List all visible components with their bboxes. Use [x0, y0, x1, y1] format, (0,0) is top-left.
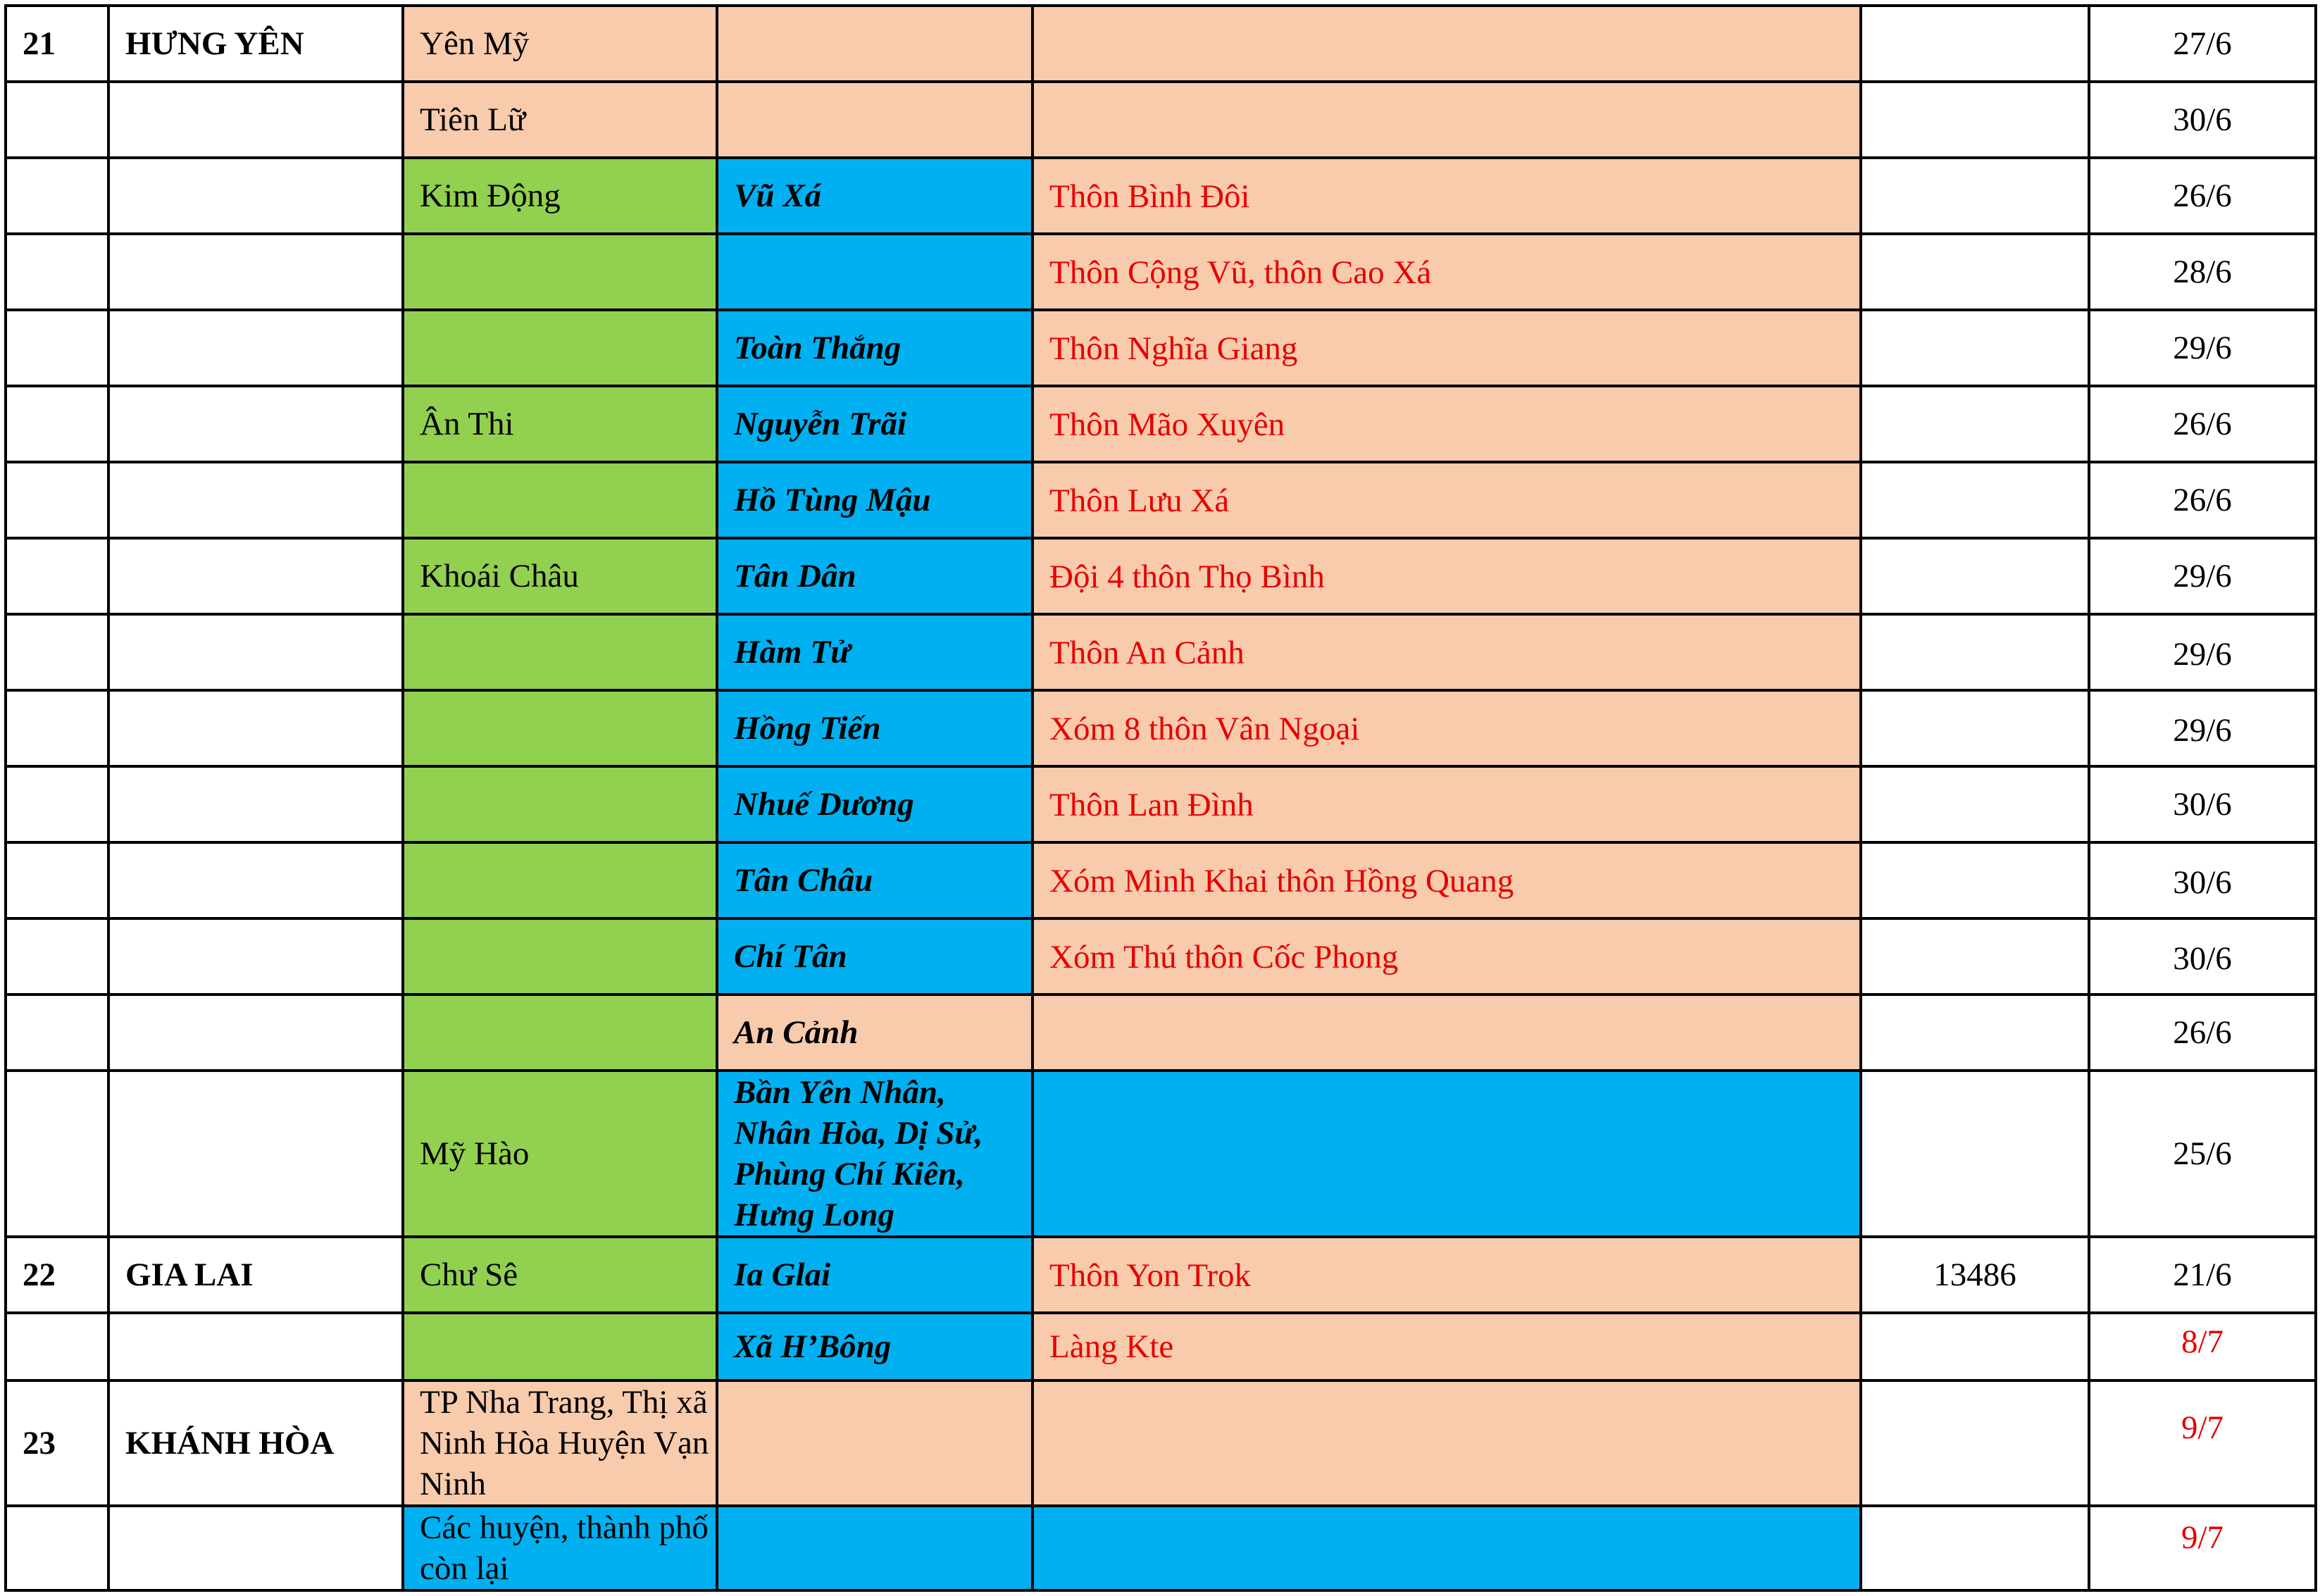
stt-cell: [6, 766, 108, 842]
stt-cell: [6, 462, 108, 538]
commune-cell: Chí Tân: [717, 918, 1033, 995]
commune-cell: Toàn Thắng: [717, 310, 1033, 386]
count-cell: [1861, 386, 2089, 462]
count-cell: [1861, 538, 2089, 614]
commune-cell: [717, 1380, 1033, 1506]
commune-cell: [717, 1506, 1033, 1590]
count-cell: [1861, 158, 2089, 234]
village-cell: Thôn Bình Đôi: [1033, 158, 1861, 234]
village-cell: [1033, 1071, 1861, 1237]
stt-cell: [6, 1506, 108, 1590]
stt-cell: [6, 234, 108, 310]
table-row: [6, 234, 2316, 310]
province-cell: [108, 918, 403, 995]
province-cell: [108, 842, 403, 918]
stt-cell: [6, 310, 108, 386]
district-cell: [403, 1313, 717, 1380]
count-cell: [1861, 6, 2089, 82]
village-cell: Thôn Lan Đình: [1033, 766, 1861, 842]
commune-cell: Bần Yên Nhân, Nhân Hòa, Dị Sử, Phùng Chí Kiên, Hưng Long: [717, 1071, 1033, 1237]
date-cell: 30/6: [2089, 842, 2316, 918]
district-cell: Khoái Châu: [403, 538, 717, 614]
province-cell: [108, 766, 403, 842]
commune-cell: Hồ Tùng Mậu: [717, 462, 1033, 538]
stt-cell: 22: [6, 1237, 108, 1313]
village-cell: Đội 4 thôn Thọ Bình: [1033, 538, 1861, 614]
count-cell: [1861, 766, 2089, 842]
count-cell: [1861, 1071, 2089, 1237]
province-cell: [108, 310, 403, 386]
date-cell: 30/6: [2089, 766, 2316, 842]
province-cell: [108, 1071, 403, 1237]
stt-cell: [6, 614, 108, 690]
count-cell: [1861, 995, 2089, 1071]
count-cell: [1861, 842, 2089, 918]
stt-cell: [6, 386, 108, 462]
table-row: [6, 386, 2316, 462]
date-cell: 29/6: [2089, 538, 2316, 614]
province-cell: [108, 158, 403, 234]
date-cell: 9/7: [2089, 1380, 2316, 1506]
table-row: [6, 462, 2316, 538]
stt-cell: [6, 1071, 108, 1237]
province-cell: GIA LAI: [108, 1237, 403, 1313]
village-cell: [1033, 1380, 1861, 1506]
village-cell: Thôn An Cảnh: [1033, 614, 1861, 690]
date-cell: 29/6: [2089, 310, 2316, 386]
district-cell: Các huyện, thành phố còn lại: [403, 1506, 717, 1590]
count-cell: [1861, 1380, 2089, 1506]
commune-cell: Hồng Tiến: [717, 690, 1033, 766]
commune-cell: [717, 234, 1033, 310]
stt-cell: [6, 690, 108, 766]
district-cell: [403, 842, 717, 918]
district-cell: [403, 766, 717, 842]
table-row: [6, 614, 2316, 690]
commune-cell: Tân Dân: [717, 538, 1033, 614]
count-cell: [1861, 918, 2089, 995]
commune-cell: Tân Châu: [717, 842, 1033, 918]
date-cell: 29/6: [2089, 614, 2316, 690]
date-cell: 26/6: [2089, 158, 2316, 234]
province-cell: [108, 1313, 403, 1380]
district-cell: Kim Động: [403, 158, 717, 234]
stt-cell: [6, 1313, 108, 1380]
date-cell: 28/6: [2089, 234, 2316, 310]
village-cell: Thôn Lưu Xá: [1033, 462, 1861, 538]
table-row: [6, 538, 2316, 614]
date-cell: 30/6: [2089, 918, 2316, 995]
commune-cell: Hàm Tử: [717, 614, 1033, 690]
village-cell: Thôn Mão Xuyên: [1033, 386, 1861, 462]
count-cell: [1861, 1313, 2089, 1380]
date-cell: 26/6: [2089, 386, 2316, 462]
province-cell: [108, 690, 403, 766]
village-cell: Thôn Nghĩa Giang: [1033, 310, 1861, 386]
district-cell: Ân Thi: [403, 386, 717, 462]
count-cell: [1861, 690, 2089, 766]
count-cell: [1861, 310, 2089, 386]
commune-cell: Nguyễn Trãi: [717, 386, 1033, 462]
province-cell: [108, 462, 403, 538]
province-cell: [108, 386, 403, 462]
commune-cell: Ia Glai: [717, 1237, 1033, 1313]
district-cell: [403, 995, 717, 1071]
district-cell: Yên Mỹ: [403, 6, 717, 82]
table-row: [6, 82, 2316, 158]
village-cell: Xóm 8 thôn Vân Ngoại: [1033, 690, 1861, 766]
table-row: [6, 310, 2316, 386]
commune-cell: An Cảnh: [717, 995, 1033, 1071]
table-row: [6, 842, 2316, 918]
commune-cell: [717, 6, 1033, 82]
village-cell: [1033, 1506, 1861, 1590]
stt-cell: [6, 842, 108, 918]
district-cell: [403, 614, 717, 690]
stt-cell: [6, 82, 108, 158]
stt-cell: [6, 995, 108, 1071]
date-cell: 26/6: [2089, 462, 2316, 538]
district-cell: Tiên Lữ: [403, 82, 717, 158]
province-cell: [108, 538, 403, 614]
date-cell: 29/6: [2089, 690, 2316, 766]
village-cell: Xóm Minh Khai thôn Hồng Quang: [1033, 842, 1861, 918]
date-cell: 9/7: [2089, 1506, 2316, 1590]
table-row: [6, 690, 2316, 766]
commune-cell: Xã H’Bông: [717, 1313, 1033, 1380]
commune-cell: [717, 82, 1033, 158]
schedule-table: [4, 4, 2317, 1592]
stt-cell: [6, 918, 108, 995]
province-cell: [108, 614, 403, 690]
village-cell: [1033, 82, 1861, 158]
province-cell: [108, 82, 403, 158]
schedule-table-wrapper: [4, 4, 2317, 1592]
stt-cell: 21: [6, 6, 108, 82]
province-cell: [108, 234, 403, 310]
count-cell: [1861, 82, 2089, 158]
date-cell: 25/6: [2089, 1071, 2316, 1237]
table-row: [6, 1071, 2316, 1237]
stt-cell: [6, 158, 108, 234]
count-cell: [1861, 614, 2089, 690]
table-row: [6, 918, 2316, 995]
count-cell: [1861, 1506, 2089, 1590]
table-row: [6, 995, 2316, 1071]
count-cell: 13486: [1861, 1237, 2089, 1313]
count-cell: [1861, 234, 2089, 310]
province-cell: KHÁNH HÒA: [108, 1380, 403, 1506]
date-cell: 26/6: [2089, 995, 2316, 1071]
district-cell: [403, 918, 717, 995]
date-cell: 30/6: [2089, 82, 2316, 158]
commune-cell: Vũ Xá: [717, 158, 1033, 234]
province-cell: [108, 995, 403, 1071]
village-cell: Xóm Thú thôn Cốc Phong: [1033, 918, 1861, 995]
village-cell: [1033, 6, 1861, 82]
province-cell: HƯNG YÊN: [108, 6, 403, 82]
stt-cell: 23: [6, 1380, 108, 1506]
count-cell: [1861, 462, 2089, 538]
table-row: [6, 1506, 2316, 1590]
table-row: [6, 1380, 2316, 1506]
district-cell: Chư Sê: [403, 1237, 717, 1313]
village-cell: Thôn Cộng Vũ, thôn Cao Xá: [1033, 234, 1861, 310]
date-cell: 27/6: [2089, 6, 2316, 82]
village-cell: Thôn Yon Trok: [1033, 1237, 1861, 1313]
district-cell: [403, 234, 717, 310]
district-cell: Mỹ Hào: [403, 1071, 717, 1237]
village-cell: [1033, 995, 1861, 1071]
district-cell: [403, 310, 717, 386]
stt-cell: [6, 538, 108, 614]
table-row: [6, 766, 2316, 842]
table-row: [6, 6, 2316, 82]
date-cell: 21/6: [2089, 1237, 2316, 1313]
commune-cell: Nhuế Dương: [717, 766, 1033, 842]
district-cell: [403, 462, 717, 538]
village-cell: Làng Kte: [1033, 1313, 1861, 1380]
district-cell: [403, 690, 717, 766]
district-cell: TP Nha Trang, Thị xã Ninh Hòa Huyện Vạn Ninh: [403, 1380, 717, 1506]
table-row: [6, 158, 2316, 234]
table-row: [6, 1237, 2316, 1313]
table-row: [6, 1313, 2316, 1380]
province-cell: [108, 1506, 403, 1590]
date-cell: 8/7: [2089, 1313, 2316, 1380]
